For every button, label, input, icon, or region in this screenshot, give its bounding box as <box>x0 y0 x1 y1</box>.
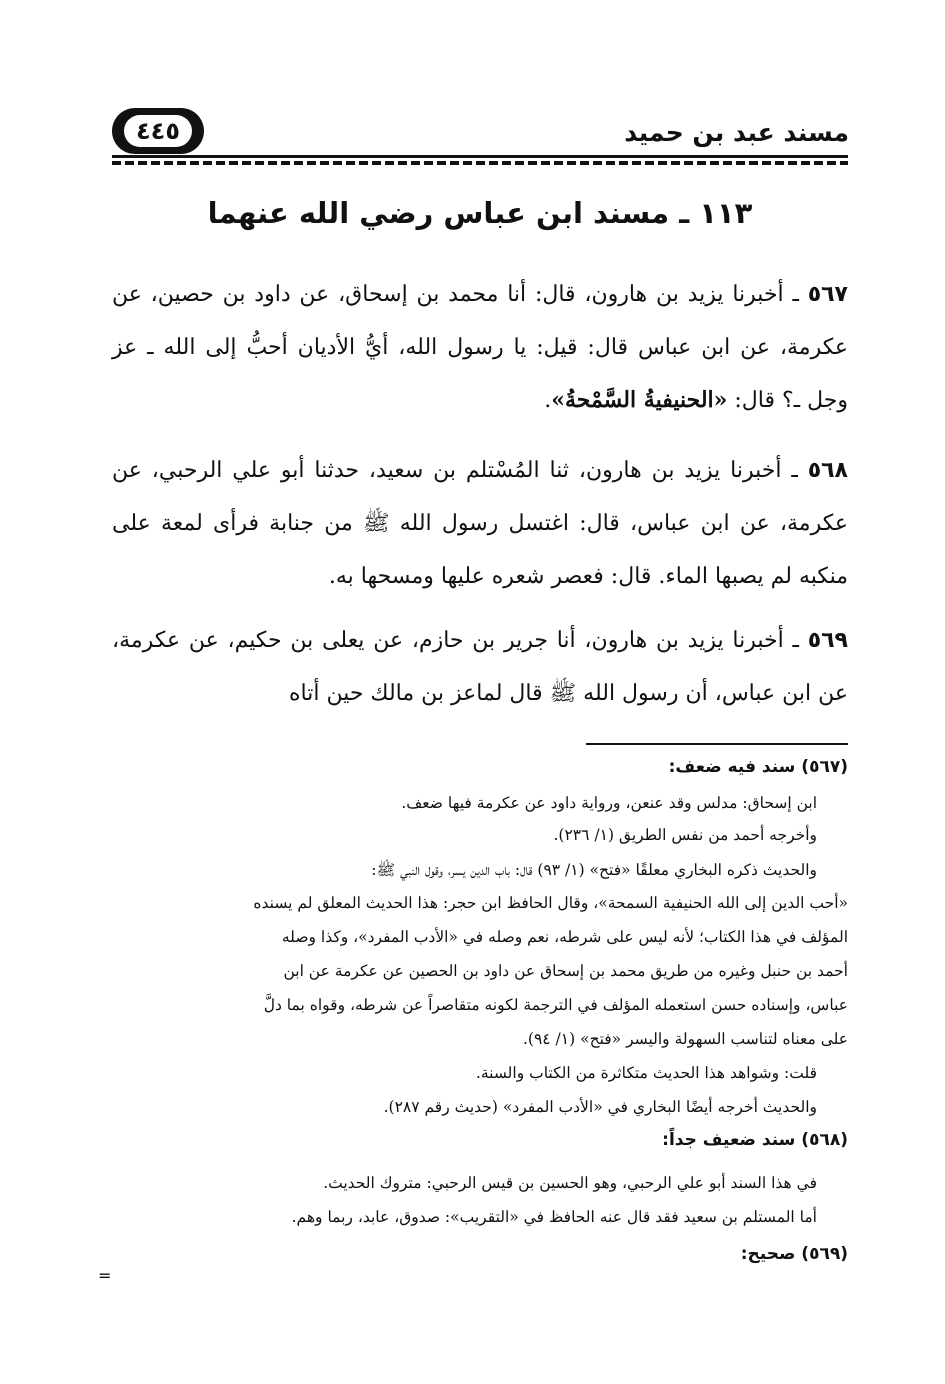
page-number: ٤٤٥ <box>124 115 192 147</box>
footnote-568-head: (٥٦٨) سند ضعيف جداً: <box>662 1130 848 1150</box>
footnote-line: أحمد بن حنبل وغيره من طريق محمد بن إسحاق عن داود بن الحصين عن عكرمة عن ابن <box>283 962 848 980</box>
hadith-number: ٥٦٩ <box>807 628 848 653</box>
footnote-569-head: (٥٦٩) صحيح: <box>740 1244 848 1264</box>
footnote-line: في هذا السند أبو علي الرحبي، وهو الحسين بن قيس الرحبي: متروك الحديث. <box>323 1174 817 1192</box>
footnote-line: «أحب الدين إلى الله الحنيفية السمحة»، وقال الحافظ ابن حجر: هذا الحديث المعلق لم يسنده <box>253 894 848 912</box>
hadith-567 <box>112 268 848 427</box>
header-rule <box>112 155 848 158</box>
footnote-line: المؤلف في هذا الكتاب؛ لأنه ليس على شرطه، نعم وصله في «الأدب المفرد»، وكذا وصله <box>281 928 848 946</box>
hadith-569 <box>112 614 848 720</box>
footnote-line: وأخرجه أحمد من نفس الطريق (١/ ٢٣٦). <box>553 826 817 844</box>
running-title: مسند عبد بن حميد <box>624 118 849 147</box>
footnote-line: قلت: وشواهد هذا الحديث متكاثرة من الكتاب والسنة. <box>475 1064 817 1082</box>
hadith-text: ـ أخبرنا يزيد بن هارون، أنا جرير بن حازم، عن يعلى بن حكيم، عن عكرمة، عن ابن عباس، أن رسول الله ﷺ قال لماعز بن مالك حين أتاه <box>112 628 848 706</box>
footnote-line: والحديث أخرجه أيضًا البخاري في «الأدب المفرد» (حديث رقم ٢٨٧). <box>383 1098 817 1116</box>
footnote-line: أما المستلم بن سعيد فقد قال عنه الحافظ في «التقريب»: صدوق، عابد، ربما وهم. <box>291 1208 817 1226</box>
footnote-line: ابن إسحاق: مدلس وقد عنعن، ورواية داود عن عكرمة فيها ضعف. <box>401 794 817 812</box>
footnote-separator <box>586 743 848 745</box>
hadith-emphasis: «الحنيفيةُ السَّمْحةُ» <box>551 387 728 413</box>
hadith-text: ـ أخبرنا يزيد بن هارون، ثنا المُسْتلم بن سعيد، حدثنا أبو علي الرحبي، عن عكرمة، عن ابن عباس، قال: اغتسل رسول الله ﷺ من جنابة فرأى لمعة على منكبه لم يصبها الماء. قال: فعصر شعره عليها ومسحها به. <box>112 458 848 589</box>
hadith-568 <box>112 444 848 603</box>
header-dashed-rule <box>112 161 848 165</box>
hadith-number: ٥٦٧ <box>807 282 848 307</box>
footnote-line: عباس، وإسناده حسن استعمله المؤلف في الترجمة لكونه متقاصراً عن شرطه، وقواه بما دلَّ <box>263 996 848 1014</box>
continuation-mark: = <box>98 1266 112 1285</box>
hadith-end: . <box>544 388 552 413</box>
section-heading: ١١٣ ـ مسند ابن عباس رضي الله عنهما <box>207 196 753 230</box>
footnote-line: والحديث ذكره البخاري معلقًا «فتح» (١/ ٩٣) قال: باب الدين يسر، وقول النبي ﷺ: <box>371 861 817 879</box>
footnote-line: على معناه لتناسب السهولة واليسر «فتح» (١/ ٩٤). <box>522 1030 848 1048</box>
hadith-number: ٥٦٨ <box>807 458 848 483</box>
page-number-badge <box>112 108 204 154</box>
hadith-text: ـ أخبرنا يزيد بن هارون، قال: أنا محمد بن إسحاق، عن داود بن حصين، عن عكرمة، عن ابن عباس قال: قيل: يا رسول الله، أيُّ الأديان أحبُّ إلى الله ـ عز وجل ـ؟ قال: <box>112 282 848 413</box>
footnote-567-head: (٥٦٧) سند فيه ضعف: <box>668 757 848 777</box>
